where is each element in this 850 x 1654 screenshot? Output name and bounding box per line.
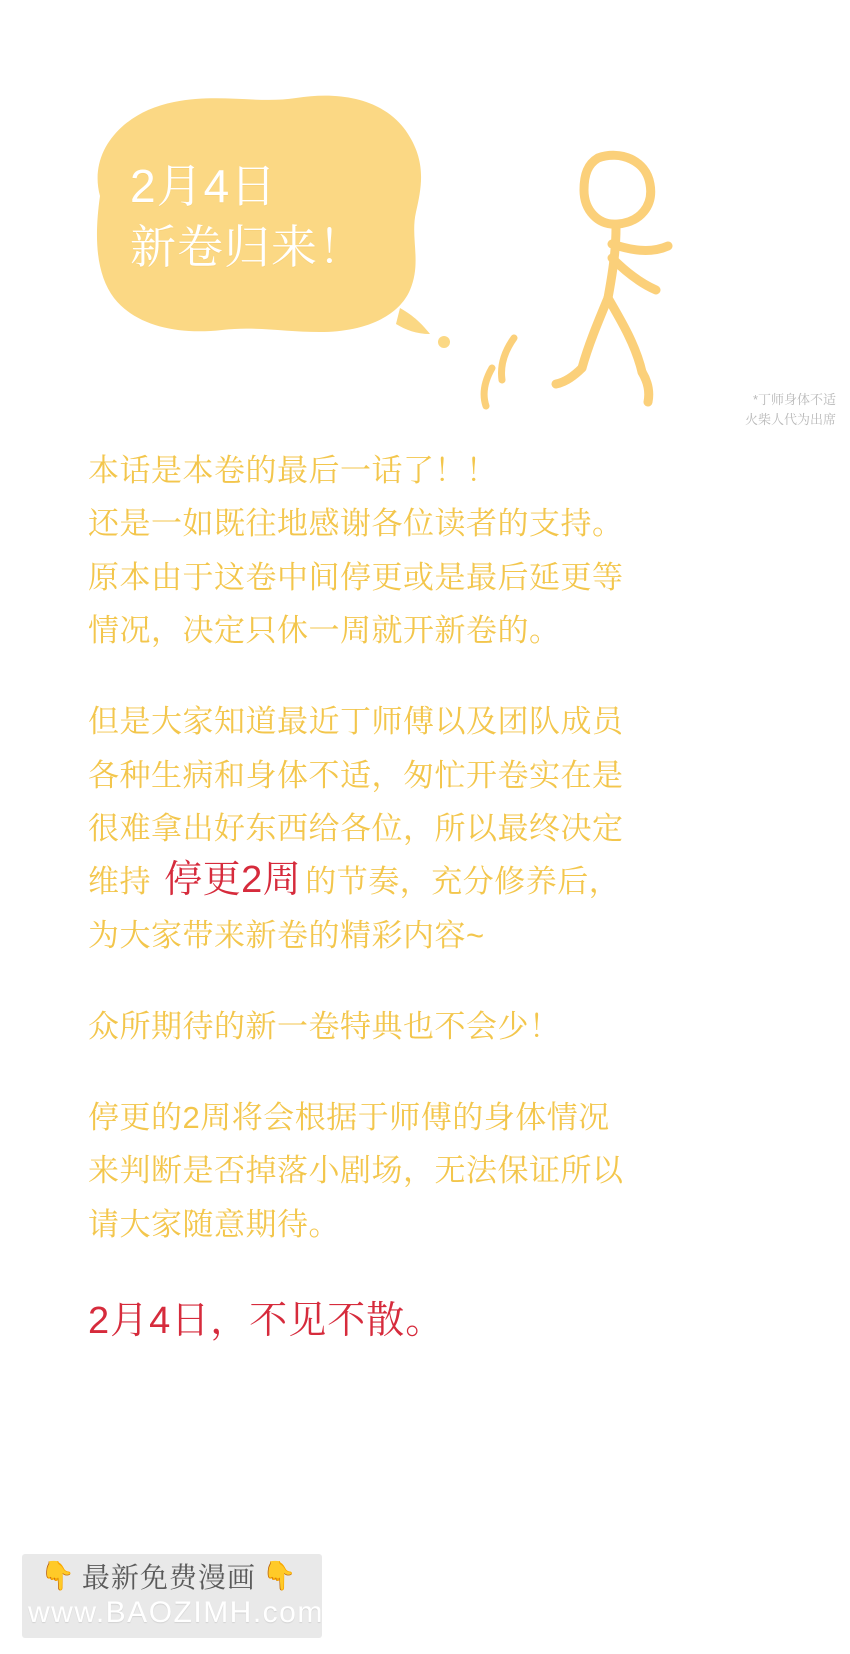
bubble-line-2: 新卷归来！ xyxy=(130,220,365,273)
paragraph-2-line-2: 各种生病和身体不适，匆忙开卷实在是 xyxy=(88,757,624,793)
paragraph-4 xyxy=(88,1091,758,1251)
paragraph-4-line-3: 请大家随意期待。 xyxy=(88,1206,340,1242)
site-watermark xyxy=(0,1536,850,1654)
bubble-text-block xyxy=(130,156,430,277)
paragraph-1-line-4: 情况，决定只休一周就开新卷的。 xyxy=(88,612,561,648)
paragraph-1 xyxy=(88,444,758,657)
paragraph-1-line-2: 还是一如既往地感谢各位读者的支持。 xyxy=(88,506,624,542)
stick-figure-illustration xyxy=(470,140,700,450)
mixed-line-after: 的节奏，充分修养后， xyxy=(305,864,621,900)
figure-footnote-line-2: 火柴人代为出席 xyxy=(744,411,836,427)
running-stick-figure-icon xyxy=(470,140,700,450)
paragraph-3-line-1: 众所期待的新一卷特典也不会少！ xyxy=(88,1008,561,1044)
paragraph-1-line-3: 原本由于这卷中间停更或是最后延更等 xyxy=(88,559,624,595)
paragraph-1-line-1: 本话是本卷的最后一话了！！ xyxy=(88,453,498,488)
pause-highlight: 停更2周 xyxy=(164,859,302,902)
figure-footnote xyxy=(686,390,836,429)
pointing-down-hand-icon-right: 👇 xyxy=(261,1560,298,1591)
mixed-line-before: 维持 xyxy=(88,864,161,900)
paragraph-2 xyxy=(88,695,758,962)
figure-footnote-line-1: *丁师身体不适 xyxy=(752,392,836,407)
paragraph-2-mixed-line xyxy=(88,855,758,908)
watermark-label-row xyxy=(40,1556,298,1596)
final-call-to-action: 2月4日，不见不散。 xyxy=(88,1300,445,1343)
paragraph-4-line-2: 来判断是否掉落小剧场，无法保证所以 xyxy=(88,1153,624,1189)
announcement-body xyxy=(88,444,758,1354)
paragraph-3 xyxy=(88,1000,758,1053)
pointing-down-hand-icon-left: 👇 xyxy=(40,1560,76,1591)
paragraph-2-line-3: 很难拿出好东西给各位，所以最终决定 xyxy=(88,810,624,846)
speech-bubble xyxy=(70,76,470,366)
paragraph-2-line-1: 但是大家知道最近丁师傅以及团队成员 xyxy=(88,704,624,740)
paragraph-4-line-1: 停更的2周将会根据于师傅的身体情况 xyxy=(88,1100,610,1136)
paragraph-2-line-5: 为大家带来新卷的精彩内容~ xyxy=(88,917,485,953)
watermark-url: www.BAOZIMH.com xyxy=(28,1596,324,1629)
bubble-line-1: 2月4日 xyxy=(130,160,278,212)
watermark-label: 最新免费漫画 xyxy=(81,1562,256,1593)
